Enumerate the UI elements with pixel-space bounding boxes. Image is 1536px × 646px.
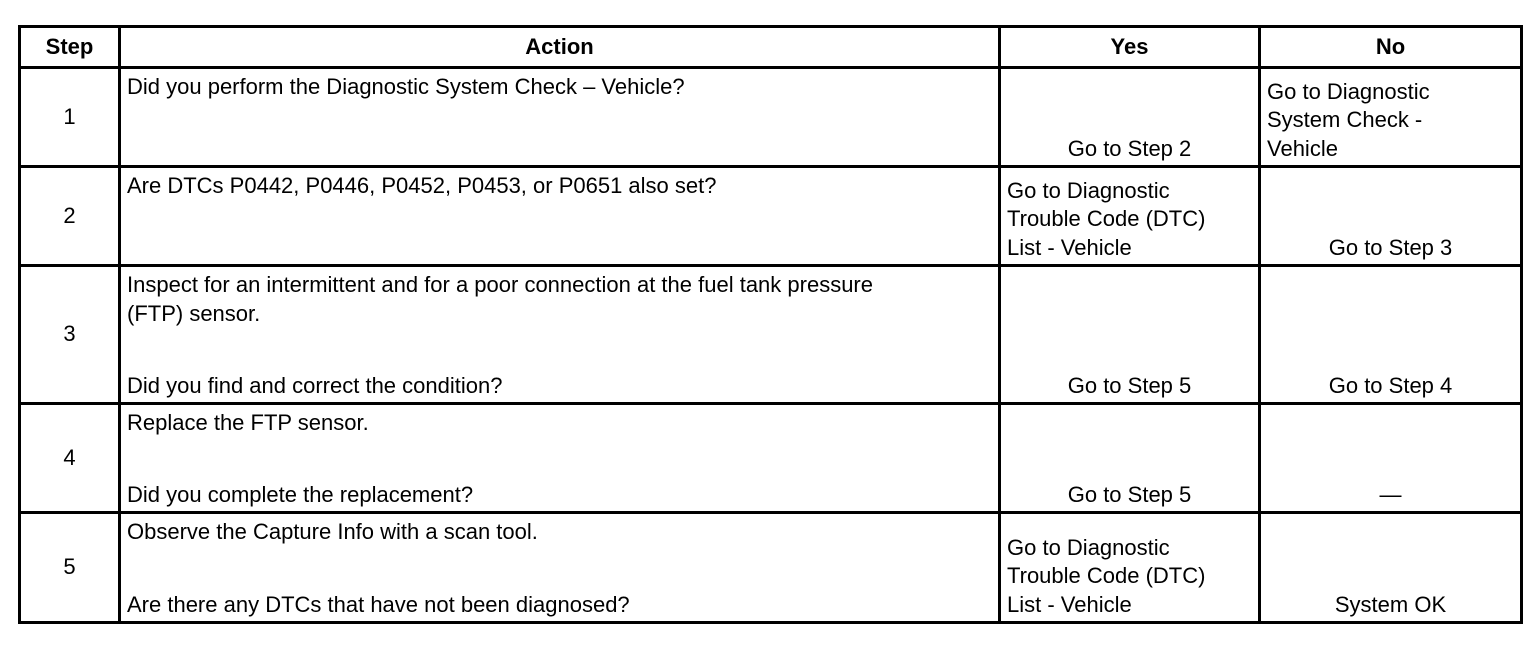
step-number: 4 bbox=[20, 404, 120, 513]
yes-link-line: Trouble Code (DTC) bbox=[1007, 206, 1206, 231]
no-link-line: Vehicle bbox=[1267, 135, 1338, 161]
no-link: Go to Step 4 bbox=[1328, 372, 1453, 398]
action-instruction: Observe the Capture Info with a scan tool. bbox=[127, 519, 538, 544]
step-number: 3 bbox=[20, 266, 120, 404]
table-row bbox=[20, 266, 1522, 404]
no-link-line: System Check - bbox=[1267, 107, 1423, 132]
yes-cell bbox=[1000, 404, 1260, 513]
header-action: Action bbox=[120, 27, 1000, 68]
step-number: 2 bbox=[20, 167, 120, 266]
yes-cell bbox=[1000, 266, 1260, 404]
yes-link: Go to Step 2 bbox=[1067, 135, 1192, 161]
action-question: Did you find and correct the condition? bbox=[127, 372, 503, 398]
yes-link-line: List - Vehicle bbox=[1007, 591, 1132, 617]
header-row bbox=[20, 27, 1522, 68]
action-instruction-line: Inspect for an intermittent and for a poor connection at the fuel tank pressure bbox=[127, 272, 873, 297]
table-row bbox=[20, 68, 1522, 167]
diagnostic-table bbox=[18, 25, 1523, 624]
action-question: Did you perform the Diagnostic System Check – Vehicle? bbox=[127, 74, 685, 99]
no-cell bbox=[1260, 68, 1522, 167]
header-no: No bbox=[1260, 27, 1522, 68]
yes-link-line: Go to Diagnostic bbox=[1007, 534, 1170, 560]
step-number: 1 bbox=[20, 68, 120, 167]
action-cell bbox=[120, 68, 1000, 167]
yes-link-line: List - Vehicle bbox=[1007, 234, 1132, 260]
header-yes: Yes bbox=[1000, 27, 1260, 68]
step-number: 5 bbox=[20, 513, 120, 623]
header-step: Step bbox=[20, 27, 120, 68]
yes-cell bbox=[1000, 513, 1260, 623]
no-link: Go to Step 3 bbox=[1328, 234, 1453, 260]
yes-cell bbox=[1000, 68, 1260, 167]
table-row bbox=[20, 404, 1522, 513]
no-cell bbox=[1260, 513, 1522, 623]
yes-link: Go to Step 5 bbox=[1067, 481, 1192, 507]
yes-link-line: Go to Diagnostic bbox=[1007, 177, 1170, 203]
no-cell bbox=[1260, 266, 1522, 404]
action-question: Are DTCs P0442, P0446, P0452, P0453, or P0651 also set? bbox=[127, 173, 717, 198]
no-link-line: Go to Diagnostic bbox=[1267, 78, 1430, 104]
table-row bbox=[20, 167, 1522, 266]
yes-link-line: Trouble Code (DTC) bbox=[1007, 563, 1206, 588]
action-cell bbox=[120, 404, 1000, 513]
no-dash: — bbox=[1379, 481, 1402, 507]
action-cell bbox=[120, 266, 1000, 404]
action-cell bbox=[120, 167, 1000, 266]
action-cell bbox=[120, 513, 1000, 623]
no-cell bbox=[1260, 404, 1522, 513]
action-instruction-line: (FTP) sensor. bbox=[127, 300, 261, 326]
no-link: System OK bbox=[1334, 591, 1447, 617]
no-cell bbox=[1260, 167, 1522, 266]
yes-cell bbox=[1000, 167, 1260, 266]
table-row bbox=[20, 513, 1522, 623]
action-question: Are there any DTCs that have not been diagnosed? bbox=[127, 591, 630, 617]
action-question: Did you complete the replacement? bbox=[127, 481, 474, 507]
action-instruction: Replace the FTP sensor. bbox=[127, 410, 369, 435]
yes-link: Go to Step 5 bbox=[1067, 372, 1192, 398]
